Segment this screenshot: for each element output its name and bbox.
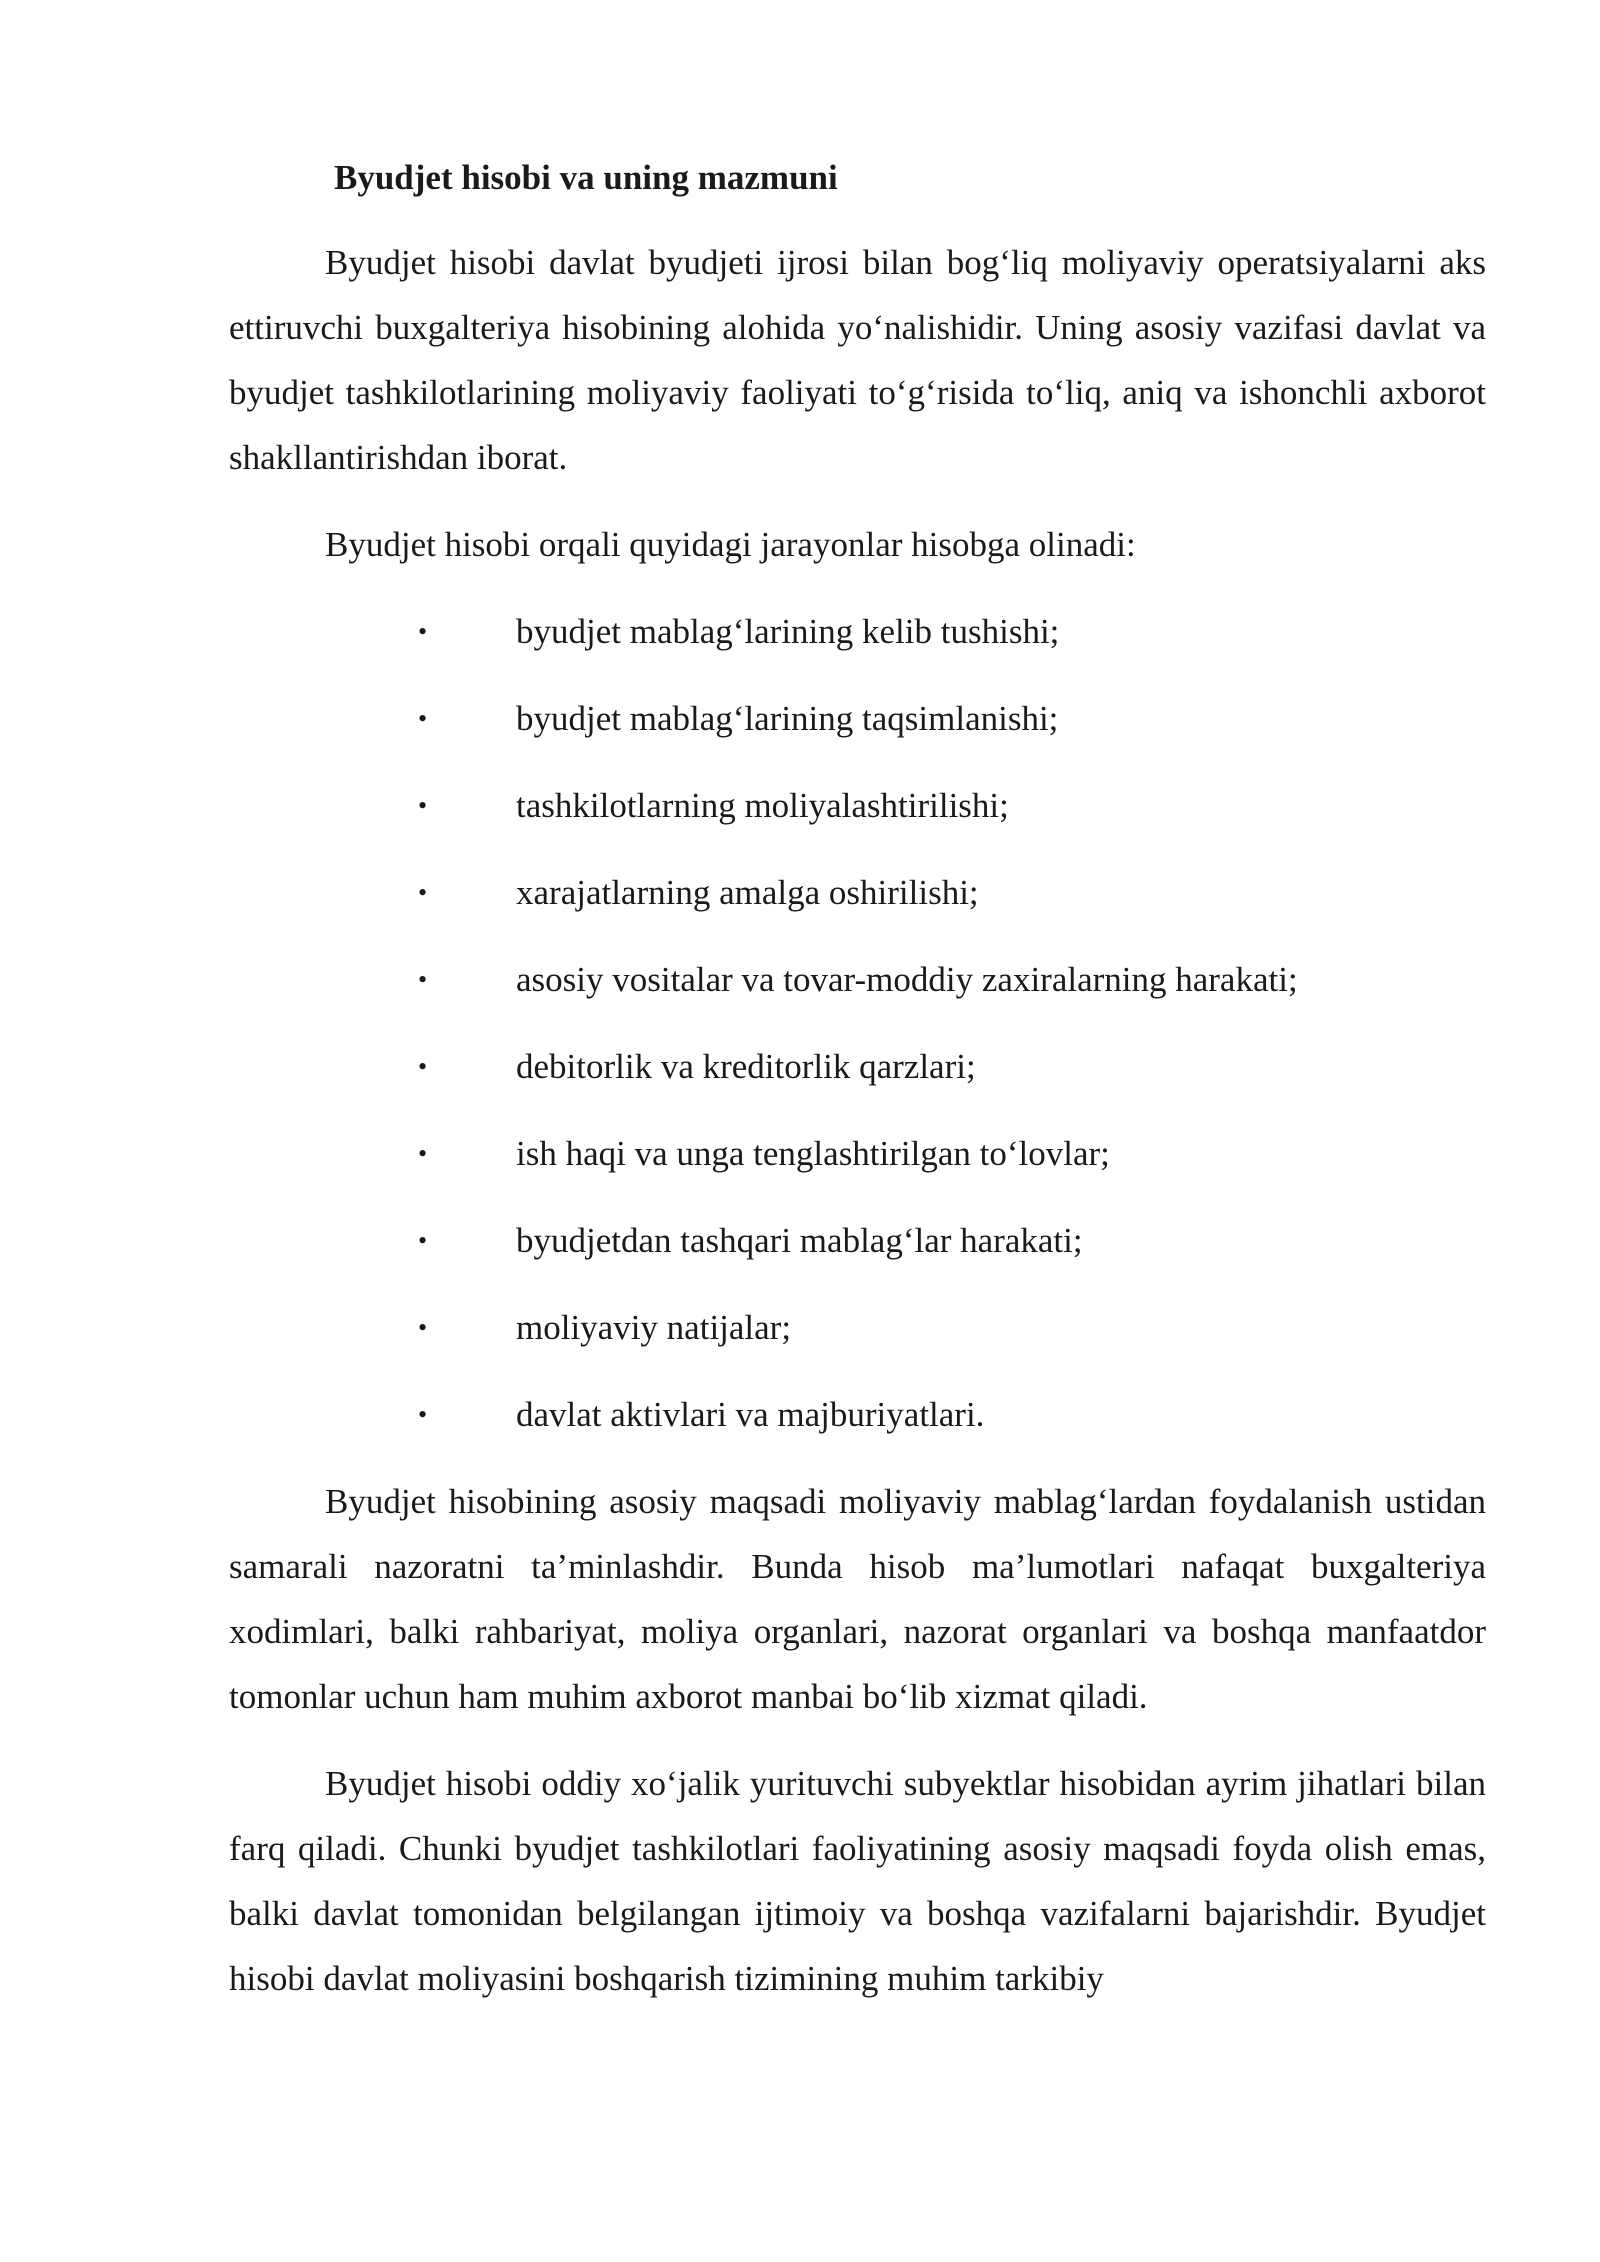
intro-paragraph: Byudjet hisobi davlat byudjeti ijrosi bilan bog‘liq moliyaviy operatsiyalarni aks ettiruvchi buxgalteriya hisobining alohida yo‘nalishidir. Uning asosiy vazifasi davlat va byudjet tashkilotlarining moliyaviy faoliyati to‘g‘risida to‘liq, aniq va ishonchli axborot shakllantirishdan iborat. [229,243,1486,477]
bullet-icon: • [418,1400,428,1429]
list-item-text: xarajatlarning amalga oshirilishi; [516,873,979,912]
document-title: Byudjet hisobi va uning mazmuni [334,158,838,197]
bullet-icon: • [418,704,428,733]
list-item [229,1295,1486,1360]
list-item [229,686,1486,751]
bullet-icon: • [418,878,428,907]
bullet-icon: • [418,965,428,994]
list-item [229,1208,1486,1273]
list-item-text: debitorlik va kreditorlik qarzlari; [516,1047,976,1086]
bullet-icon: • [418,617,428,646]
list-item [229,860,1486,925]
bullet-icon: • [418,1226,428,1255]
purpose-paragraph: Byudjet hisobining asosiy maqsadi moliyaviy mablag‘lardan foydalanish ustidan samarali nazoratni ta’minlashdir. Bunda hisob ma’lumotlari nafaqat buxgalteriya xodimlari, balki rahbariyat, moliya organlari, nazorat organlari va boshqa manfaatdor tomonlar uchun ham muhim axborot manbai bo‘lib xizmat qiladi. [229,1482,1486,1716]
list-item-text: byudjet mablag‘larining taqsimlanishi; [516,699,1059,738]
list-item-text: moliyaviy natijalar; [516,1308,792,1347]
list-item [229,773,1486,838]
bullet-icon: • [418,1139,428,1168]
bullet-icon: • [418,1052,428,1081]
difference-paragraph: Byudjet hisobi oddiy xo‘jalik yurituvchi subyektlar hisobidan ayrim jihatlari bilan farq qiladi. Chunki byudjet tashkilotlari faoliyatining asosiy maqsadi foyda olish emas, balki davlat tomonidan belgilangan ijtimoiy va boshqa vazifalarni bajarishdir. Byudjet hisobi davlat moliyasini boshqarish tizimining muhim tarkibiy [229,1764,1486,1998]
list-item [229,1034,1486,1099]
list-item [229,599,1486,664]
list-lead-paragraph: Byudjet hisobi orqali quyidagi jarayonlar hisobga olinadi: [325,525,1136,564]
list-item [229,1121,1486,1186]
list-item-text: asosiy vositalar va tovar-moddiy zaxiralarning harakati; [516,960,1298,999]
list-item [229,947,1486,1012]
list-item-text: tashkilotlarning moliyalashtirilishi; [516,786,1009,825]
list-item-text: davlat aktivlari va majburiyatlari. [516,1395,985,1434]
list-item-text: ish haqi va unga tenglashtirilgan to‘lovlar; [516,1134,1110,1173]
document-page [229,148,1486,2033]
bullet-icon: • [418,791,428,820]
list-item-text: byudjetdan tashqari mablag‘lar harakati; [516,1221,1083,1260]
process-list [229,599,1486,1447]
list-item-text: byudjet mablag‘larining kelib tushishi; [516,612,1060,651]
list-item [229,1382,1486,1447]
bullet-icon: • [418,1313,428,1342]
